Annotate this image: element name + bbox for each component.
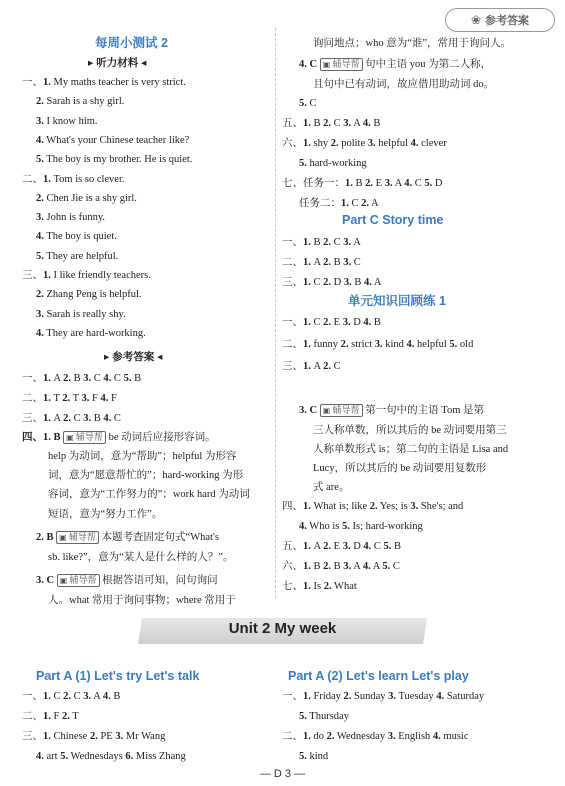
answer-line: 五、1. A 2. E 3. D 4. C 5. B	[282, 541, 402, 552]
answer-line: 六、1. shy 2. polite 3. helpful 4. clever	[282, 138, 447, 149]
unit-title: Unit 2 My week	[228, 620, 337, 637]
transcript-line: 一、1. My maths teacher is very strict.	[22, 77, 186, 88]
answer-line: 一、1. B 2. C 3. A	[282, 237, 361, 248]
answer-line: 二、1. F 2. T	[22, 711, 79, 722]
review-q3-line: 人称单数形式 is；第二句的主语是 Lisa and	[313, 444, 509, 455]
q4-3: 3. C ▣ 辅导帮 根据答语可知，问句询问	[36, 574, 218, 588]
q4-1: 四、1. B ▣ 辅导帮 be 动词后应接形容词。	[22, 431, 216, 445]
answer-line: 一、1. Friday 2. Sunday 3. Tuesday 4. Saturday	[282, 691, 485, 702]
answer-line: 4. Who is 5. Is; hard-working	[299, 521, 423, 532]
help-tag: ▣ 辅导帮	[56, 531, 99, 544]
q4-3-line: 人。what 常用于询问事物；where 常用于	[48, 595, 236, 606]
review-q3-line: 三人称单数，所以其后的 be 动词要用第三	[313, 425, 507, 436]
answer-line: 六、1. B 2. B 3. A 4. A 5. C	[282, 561, 400, 572]
transcript-line: 3. Sarah is really shy.	[36, 308, 126, 320]
answer-line: 二、1. do 2. Wednesday 3. English 4. music	[282, 731, 469, 742]
q4-1-line: 短语，意为“努力工作”。	[48, 509, 163, 520]
q4-2-line: sb. like?”，意为“某人是什么样的人？”。	[48, 552, 234, 563]
answer-line: 三、1. C 2. D 3. B 4. A	[282, 277, 382, 288]
answer-line: 一、1. A 2. B 3. C 4. C 5. B	[22, 373, 142, 384]
transcript-line: 2. Chen Jie is a shy girl.	[36, 192, 137, 204]
q4-1-line: 词，意为“愿意帮忙的”；hard-working 为形	[48, 470, 244, 481]
answer-line: 二、1. T 2. T 3. F 4. F	[22, 393, 117, 404]
transcript-line: 5. They are helpful.	[36, 250, 119, 262]
answer-line: 5. C	[299, 98, 317, 109]
answer-line: 一、1. C 2. E 3. D 4. B	[282, 317, 381, 328]
help-tag: ▣ 辅导帮	[63, 431, 106, 444]
answer-line: 二、1. funny 2. strict 3. kind 4. helpful 5. old	[282, 339, 474, 350]
part-c-heading: Part C Story time	[342, 213, 444, 227]
part-a1-heading: Part A (1) Let's try Let's talk	[36, 669, 200, 683]
page-number: — D 3 —	[259, 768, 306, 780]
transcript-line: 2. Zhang Peng is helpful.	[36, 289, 142, 301]
right-line: 询问地点；who 意为“谁”，常用于询问人。	[313, 38, 512, 49]
transcript-line: 3. I know him.	[36, 115, 98, 127]
help-tag: ▣ 辅导帮	[320, 404, 363, 417]
transcript-line: 三、1. I like friendly teachers.	[22, 270, 151, 281]
q4-1-line: 容词，意为“工作努力的”；work hard 为动词	[48, 489, 250, 500]
q4-right-line: 且句中已有动词，故应借用助动词 do。	[313, 79, 495, 90]
listen-heading: ▸ 听力材料 ◂	[88, 57, 147, 69]
answer-line: 七、1. Is 2. What	[282, 581, 357, 592]
q4-right: 4. C ▣ 辅导帮 句中主语 you 为第二人称，	[299, 58, 491, 72]
q4-2: 2. B ▣ 辅导帮 本题考查固定句式“What's	[36, 531, 219, 545]
answer-badge	[445, 8, 555, 32]
answer-line: 三、1. A 2. C 3. B 4. C	[22, 413, 121, 424]
review-q3-line: Lucy，所以其后的 be 动词要用复数形	[313, 463, 487, 474]
badge-label: 参考答案	[485, 15, 530, 27]
answer-line: 任务二：1. C 2. A	[299, 198, 379, 209]
help-tag: ▣ 辅导帮	[57, 574, 100, 587]
answer-line: 4. art 5. Wednesdays 6. Miss Zhang	[36, 751, 186, 762]
transcript-line: 3. John is funny.	[36, 212, 106, 224]
part-a2-heading: Part A (2) Let's learn Let's play	[288, 669, 469, 683]
book-icon: ❀	[470, 13, 482, 27]
help-tag: ▣ 辅导帮	[320, 58, 363, 71]
q4-1-line: help 为动词，意为“帮助”；helpful 为形容	[48, 451, 237, 462]
transcript-line: 二、1. Tom is so clever.	[22, 173, 125, 185]
answer-line: 七、任务一：1. B 2. E 3. A 4. C 5. D	[282, 178, 443, 189]
ref-heading: ▸ 参考答案 ◂	[104, 351, 163, 363]
review-q3-line: 式 are。	[313, 482, 350, 493]
answer-line: 5. hard-working	[299, 158, 367, 169]
answer-line: 5. kind	[299, 751, 329, 762]
answer-line: 五、1. B 2. C 3. A 4. B	[282, 118, 381, 129]
quiz-title: 每周小测试 2	[95, 36, 168, 50]
transcript-line: 4. The boy is quiet.	[36, 231, 117, 243]
transcript-line: 4. What's your Chinese teacher like?	[36, 134, 190, 146]
review-q3: 3. C ▣ 辅导帮 第一句中的主语 Tom 是第	[299, 404, 484, 418]
answer-line: 5. Thursday	[299, 711, 349, 722]
transcript-line: 5. The boy is my brother. He is quiet.	[36, 154, 193, 166]
review-title: 单元知识回顾练 1	[348, 294, 446, 308]
column-divider	[275, 28, 276, 598]
answer-line: 二、1. A 2. B 3. C	[282, 257, 361, 268]
answer-line: 三、1. A 2. C	[282, 361, 341, 372]
answer-line: 三、1. Chinese 2. PE 3. Mr Wang	[22, 731, 166, 742]
transcript-line: 4. They are hard-working.	[36, 327, 146, 339]
transcript-line: 2. Sarah is a shy girl.	[36, 96, 125, 108]
answer-line: 四、1. What is; like 2. Yes; is 3. She's; and	[282, 501, 464, 512]
answer-line: 一、1. C 2. C 3. A 4. B	[22, 691, 121, 702]
